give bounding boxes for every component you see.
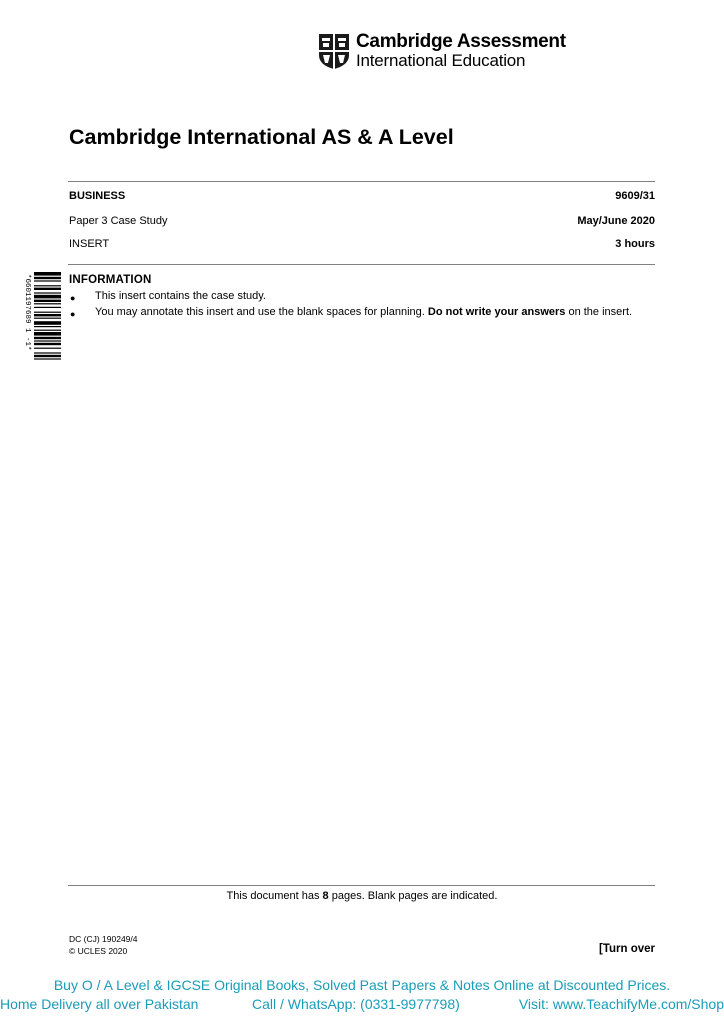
turn-over-label: [Turn over	[598, 943, 655, 955]
page-count-number: 8	[322, 890, 329, 902]
divider-middle	[68, 264, 655, 265]
information-item-2-text-end: on the insert.	[565, 306, 633, 318]
duration: 3 hours	[615, 238, 655, 250]
information-heading: INFORMATION	[69, 274, 152, 286]
paper-code: 9609/31	[615, 190, 655, 202]
barcode	[24, 272, 61, 412]
document-type: INSERT	[69, 238, 110, 250]
cambridge-shield-logo-icon	[318, 33, 350, 70]
page-count-text-end: pages. Blank pages are indicated.	[328, 890, 498, 902]
barcode-number: *6601197689 1 -1*	[23, 274, 31, 351]
qualification-title: Cambridge International AS & A Level	[69, 125, 454, 149]
paper-name: Paper 3 Case Study	[69, 215, 168, 227]
information-item-1: This insert contains the case study.	[95, 290, 266, 302]
divider-top	[68, 181, 655, 182]
page-count-text: This document has	[226, 890, 323, 902]
bullet-icon: ●	[70, 309, 76, 319]
exam-session: May/June 2020	[577, 215, 655, 227]
divider-footer	[68, 885, 655, 886]
bullet-icon: ●	[70, 293, 76, 303]
page-count-note	[0, 890, 724, 902]
information-item-2-emphasis: Do not write your answers	[427, 306, 566, 318]
information-item-2-text: You may annotate this insert and use the blank spaces for planning.	[95, 306, 428, 318]
subject-label: BUSINESS	[69, 190, 126, 202]
promo-line: Buy O / A Level & IGCSE Original Books, Solved Past Papers & Notes Online at Discounted Prices.	[53, 977, 671, 993]
information-item-2	[95, 304, 657, 320]
logo-wordmark-line1: Cambridge Assessment	[356, 31, 566, 52]
copyright-notice: © UCLES 2020	[69, 946, 128, 956]
document-code: DC (CJ) 190249/4	[69, 934, 138, 944]
logo-wordmark-line2: International Education	[356, 51, 526, 70]
promo-website-link[interactable]: Visit: www.TeachifyMe.com/Shop	[518, 996, 724, 1012]
promo-delivery: Home Delivery all over Pakistan	[0, 996, 199, 1012]
promo-phone: Call / WhatsApp: (0331-9977798)	[252, 996, 460, 1012]
barcode-bars-icon	[24, 272, 61, 412]
